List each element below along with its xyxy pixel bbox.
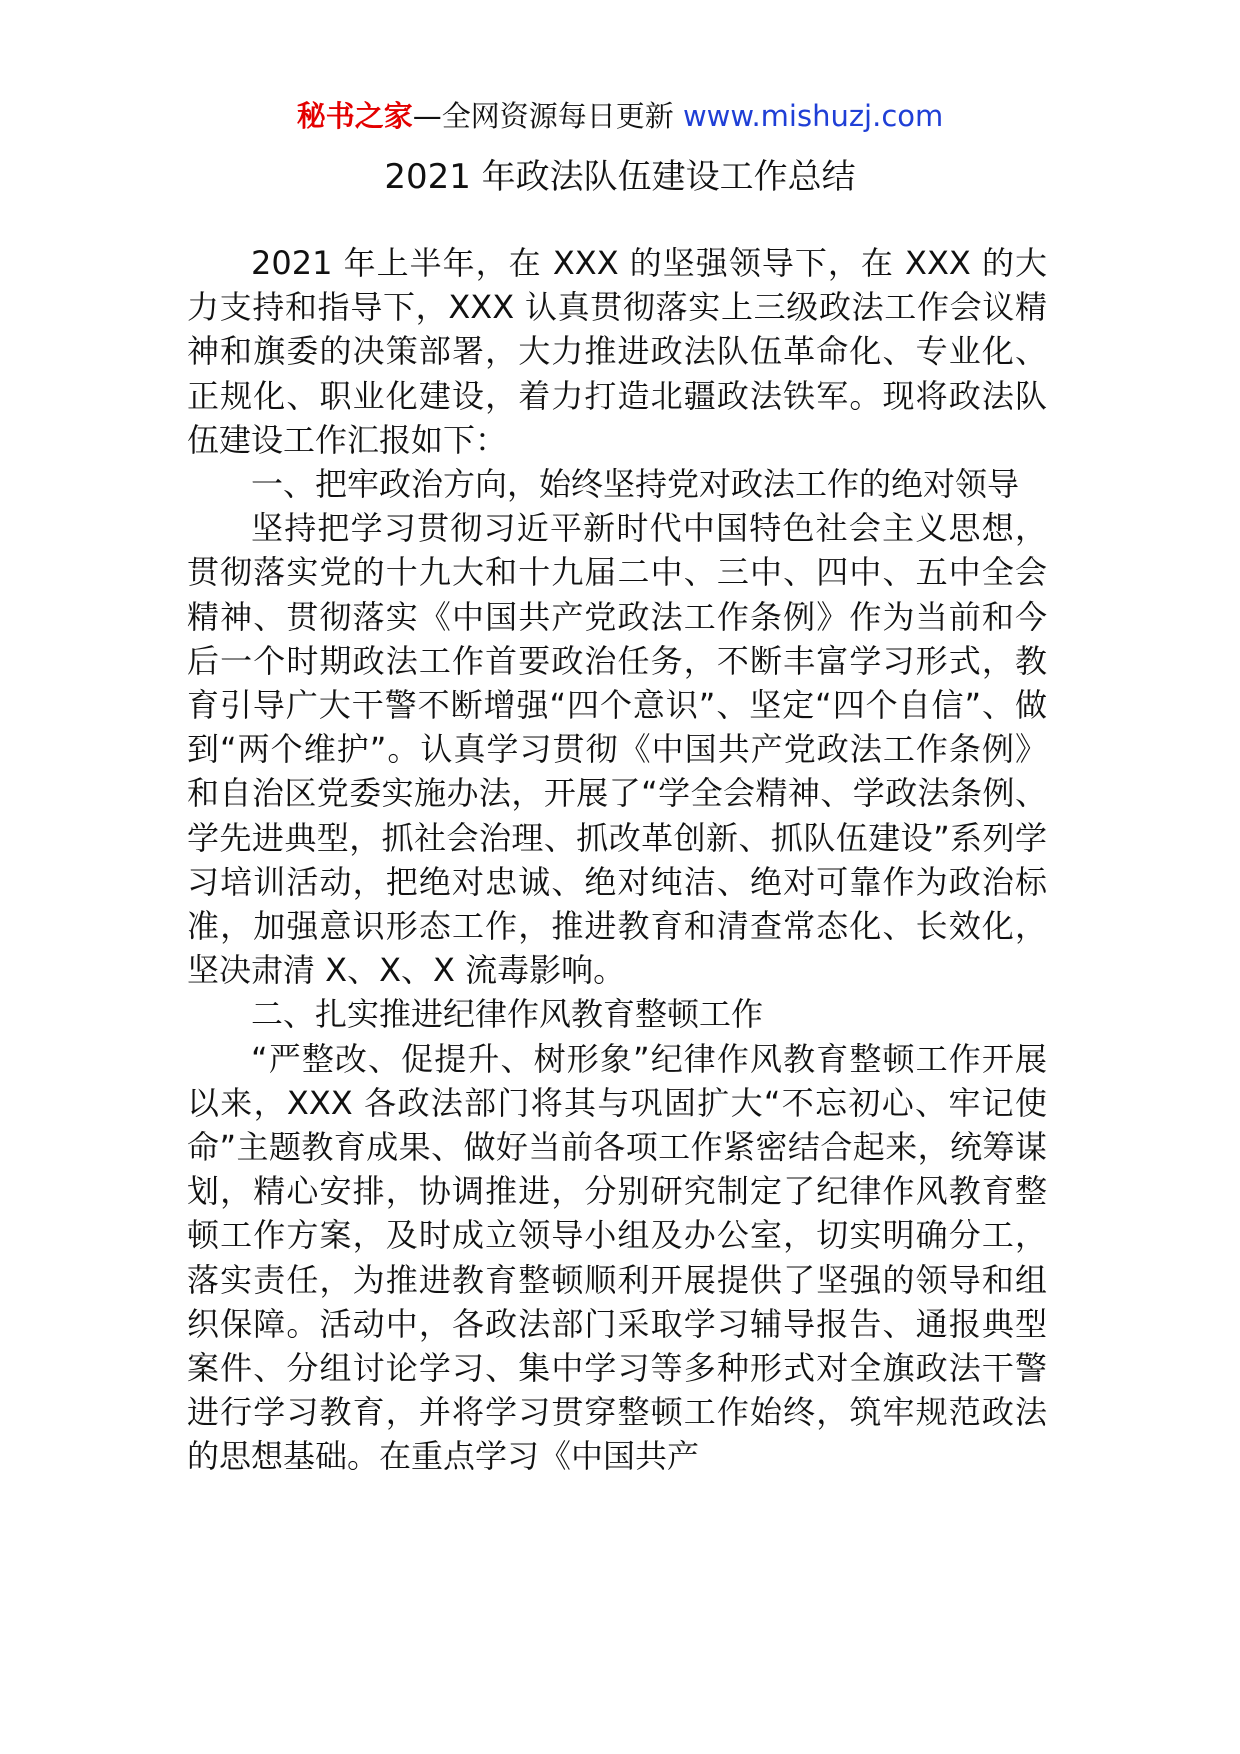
site-tagline: —全网资源每日更新 bbox=[412, 99, 683, 133]
brand-name: 秘书之家 bbox=[296, 99, 413, 133]
document-title: 2021 年政法队伍建设工作总结 bbox=[384, 157, 856, 197]
section-heading-2: 二、扎实推进纪律作风教育整顿工作 bbox=[251, 995, 764, 1034]
section-2-paragraph: “严整改、促提升、树形象”纪律作风教育整顿工作开展以来，XXX 各政法部门将其与巩固扩大“不忘初心、牢记使命”主题教育成果、做好当前各项工作紧密结合起来，统筹谋划，精心安排，协调推进，分别研究制定了纪律作风教育整顿工作方案，及时成立领导小组及办公室，切实明确分工，落实责任，为推进教育整顿顺利开展提供了坚强的领导和组织保障。活动中，各政法部门采取学习辅导报告、通报典型案件、分组讨论学习、集中学习等多种形式对全旗政法干警进行学习教育，并将学习贯穿整顿工作始终，筑牢规范政法的思想基础。在重点学习《中国共产 bbox=[187, 1039, 1047, 1476]
section-1-paragraph: 坚持把学习贯彻习近平新时代中国特色社会主义思想，贯彻落实党的十九大和十九届二中、三中、四中、五中全会精神、贯彻落实《中国共产党政法工作条例》作为当前和今后一个时期政法工作首要政治任务，不断丰富学习形式，教育引导广大干警不断增强“四个意识”、坚定“四个自信”、做到“两个维护”。认真学习贯彻《中国共产党政法工作条例》和自治区党委实施办法，开展了“学全会精神、学政法条例、学先进典型，抓社会治理、抓改革创新、抓队伍建设”系列学习培训活动，把绝对忠诚、绝对纯洁、绝对可靠作为政治标准，加强意识形态工作，推进教育和清查常态化、长效化，坚决肃清 X、X、X 流毒影响。 bbox=[187, 509, 1047, 990]
document-body bbox=[187, 241, 1047, 1479]
section-heading-1: 一、把牢政治方向，始终坚持党对政法工作的绝对领导 bbox=[251, 465, 1020, 504]
site-url-link[interactable]: www.mishuzj.com bbox=[682, 99, 944, 133]
site-header bbox=[0, 96, 1240, 136]
intro-paragraph: 2021 年上半年，在 XXX 的坚强领导下，在 XXX 的大力支持和指导下，XXX 认真贯彻落实上三级政法工作会议精神和旗委的决策部署，大力推进政法队伍革命化、专业化、正规化、职业化建设，着力打造北疆政法铁军。现将政法队伍建设工作汇报如下： bbox=[187, 244, 1047, 459]
